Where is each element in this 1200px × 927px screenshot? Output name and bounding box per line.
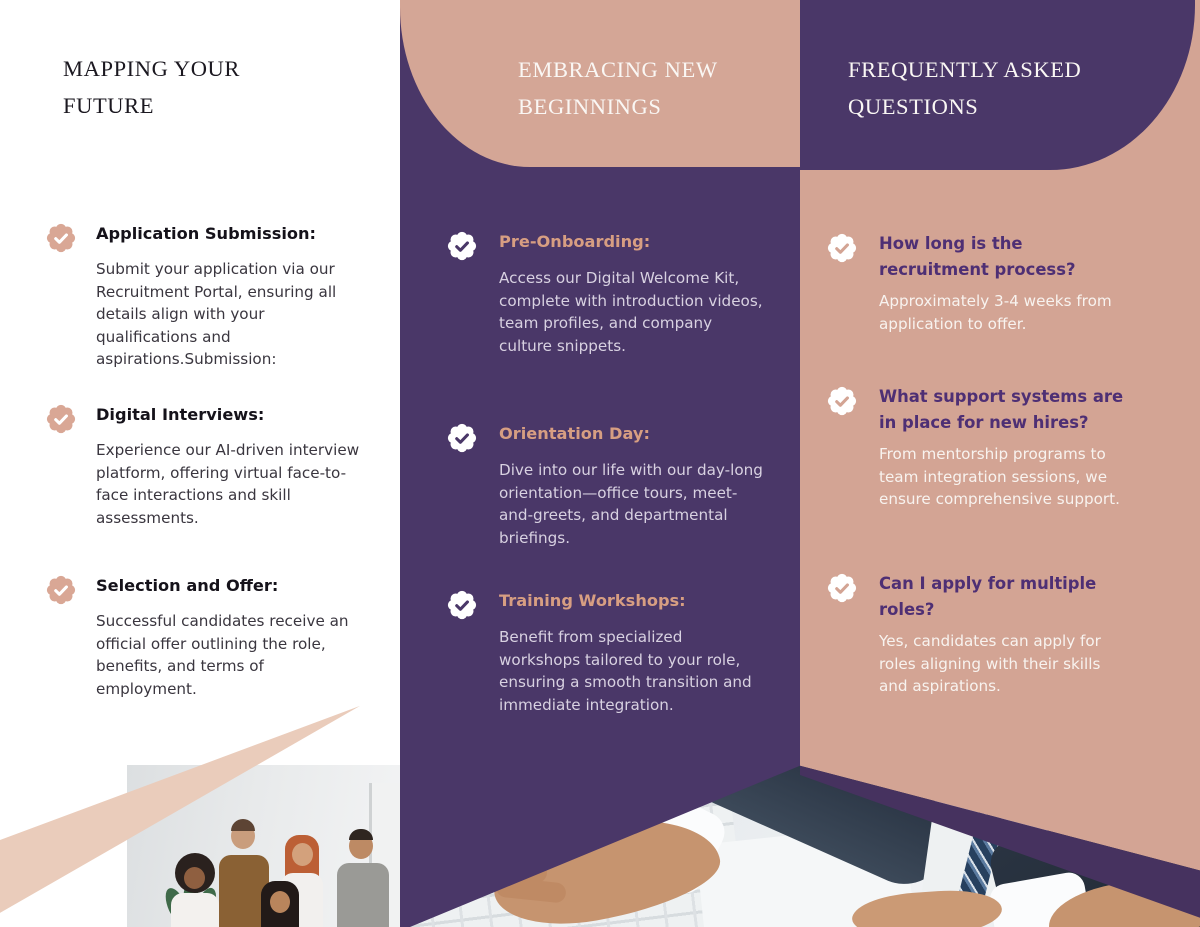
panel-frequently-asked-questions <box>800 0 1200 927</box>
panel-mapping-your-future <box>0 0 400 927</box>
faq-question: Can I apply for multiple roles? <box>879 574 1097 619</box>
section-body: Experience our AI-driven interview platform, offering virtual face-to-face interactions and skill assessments. <box>96 441 360 527</box>
faq-question: How long is the recruitment process? <box>879 234 1076 279</box>
section-heading: Application Submission: <box>96 224 317 243</box>
verified-badge-icon <box>44 402 78 436</box>
section-heading: Training Workshops: <box>499 591 686 610</box>
section-heading: Digital Interviews: <box>96 405 265 424</box>
section-body: Benefit from specialized workshops tailored to your role, ensuring a smooth transition and immediate integration. <box>499 628 752 714</box>
page-title-right: FREQUENTLY ASKED QUESTIONS <box>848 57 1082 119</box>
verified-badge-icon <box>44 221 78 255</box>
verified-badge-icon <box>825 571 859 605</box>
section-orientation-day <box>445 421 785 549</box>
faq-answer: Approximately 3-4 weeks from application to offer. <box>879 292 1112 333</box>
page-title-left: MAPPING YOUR FUTURE <box>63 56 241 118</box>
faq-question: What support systems are in place for new hires? <box>879 387 1124 432</box>
verified-badge-icon <box>44 573 78 607</box>
section-body: Access our Digital Welcome Kit, complete with introduction videos, team profiles, and company culture snippets. <box>499 269 763 355</box>
page-title-middle: EMBRACING NEW BEGINNINGS <box>518 57 718 119</box>
section-pre-onboarding <box>445 229 785 357</box>
section-body: Submit your application via our Recruitment Portal, ensuring all details align with your qualifications and aspirations.Submission: <box>96 260 337 368</box>
section-digital-interviews <box>44 402 374 529</box>
section-training-workshops <box>445 588 785 716</box>
verified-badge-icon <box>825 231 859 265</box>
panel-embracing-new-beginnings <box>400 0 800 927</box>
section-application-submission <box>44 221 374 371</box>
section-heading: Selection and Offer: <box>96 576 279 595</box>
verified-badge-icon <box>825 384 859 418</box>
section-faq-support-systems <box>825 384 1175 511</box>
section-selection-and-offer <box>44 573 374 700</box>
faq-answer: From mentorship programs to team integration sessions, we ensure comprehensive support. <box>879 445 1120 508</box>
section-faq-recruitment-length <box>825 231 1175 335</box>
section-faq-multiple-roles <box>825 571 1175 698</box>
section-heading: Orientation Day: <box>499 424 650 443</box>
verified-badge-icon <box>445 421 479 455</box>
section-heading: Pre-Onboarding: <box>499 232 651 251</box>
verified-badge-icon <box>445 588 479 622</box>
section-body: Dive into our life with our day-long orientation—office tours, meet-and-greets, and departmental briefings. <box>499 461 763 547</box>
faq-answer: Yes, candidates can apply for roles aligning with their skills and aspirations. <box>879 632 1101 695</box>
verified-badge-icon <box>445 229 479 263</box>
section-body: Successful candidates receive an official offer outlining the role, benefits, and terms of employment. <box>96 612 349 698</box>
